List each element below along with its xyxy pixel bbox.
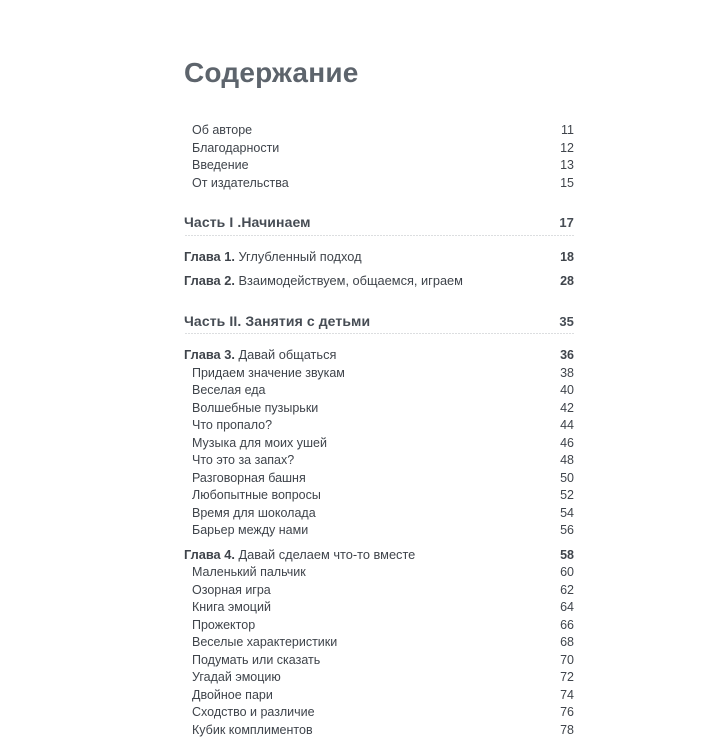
chapter-name: Давай сделаем что-то вместе — [238, 547, 415, 562]
section-label: Двойное пари — [192, 687, 273, 705]
section-label: Разговорная башня — [192, 470, 306, 488]
page-number: 52 — [552, 487, 574, 505]
toc-entry-section[interactable] — [184, 417, 574, 435]
page-number: 54 — [552, 505, 574, 523]
section-label: Сходство и различие — [192, 704, 315, 722]
toc-entry-section[interactable] — [184, 522, 574, 540]
section-label: Веселые характеристики — [192, 634, 337, 652]
chapter-label — [184, 546, 415, 564]
section-label: Что пропало? — [192, 417, 272, 435]
part-separator-rule — [184, 235, 574, 236]
toc-entry-chapter[interactable] — [184, 272, 574, 291]
chapter-number: Глава 4. — [184, 547, 235, 562]
toc-entry-section[interactable] — [184, 400, 574, 418]
section-label: Книга эмоций — [192, 599, 271, 617]
page-number: 70 — [552, 652, 574, 670]
entry-label: Об авторе — [192, 122, 252, 140]
toc-entry-part[interactable] — [184, 214, 574, 232]
section-label: Музыка для моих ушей — [192, 435, 327, 453]
entry-label: От издательства — [192, 175, 289, 193]
page-number: 66 — [552, 617, 574, 635]
toc-entry-section[interactable] — [184, 382, 574, 400]
page-number: 56 — [552, 522, 574, 540]
section-label: Что это за запах? — [192, 452, 294, 470]
page-number: 42 — [552, 400, 574, 418]
toc-entry-front-matter[interactable] — [184, 175, 574, 193]
page-number: 58 — [552, 547, 574, 565]
page-number: 40 — [552, 382, 574, 400]
toc-entry-front-matter[interactable] — [184, 122, 574, 140]
toc-entry-section[interactable] — [184, 505, 574, 523]
page-number: 12 — [552, 140, 574, 158]
toc-entry-section[interactable] — [184, 365, 574, 383]
chapter-number: Глава 1. — [184, 249, 235, 264]
toc-entry-chapter[interactable] — [184, 248, 574, 267]
page-number: 28 — [552, 273, 574, 291]
section-label: Барьер между нами — [192, 522, 308, 540]
toc-entry-section[interactable] — [184, 599, 574, 617]
toc-entry-section[interactable] — [184, 435, 574, 453]
page-number: 68 — [552, 634, 574, 652]
page-number: 62 — [552, 582, 574, 600]
page-number: 74 — [552, 687, 574, 705]
page-number: 50 — [552, 470, 574, 488]
section-label: Веселая еда — [192, 382, 266, 400]
page-number: 17 — [552, 214, 574, 232]
toc-entry-section[interactable] — [184, 634, 574, 652]
toc-entry-chapter[interactable] — [184, 346, 574, 365]
section-label: Придаем значение звукам — [192, 365, 345, 383]
section-label: Подумать или сказать — [192, 652, 320, 670]
page-number: 78 — [552, 722, 574, 739]
page-number: 15 — [552, 175, 574, 193]
toc-entry-section[interactable] — [184, 564, 574, 582]
toc-entry-section[interactable] — [184, 687, 574, 705]
toc-entry-front-matter[interactable] — [184, 157, 574, 175]
chapter-name: Давай общаться — [238, 347, 336, 362]
front-matter-list — [184, 122, 574, 192]
chapter-number: Глава 3. — [184, 347, 235, 362]
toc-entry-section[interactable] — [184, 722, 574, 739]
toc-entry-section[interactable] — [184, 652, 574, 670]
toc-entry-front-matter[interactable] — [184, 140, 574, 158]
page-number: 76 — [552, 704, 574, 722]
chapter-name: Взаимодействуем, общаемся, играем — [238, 273, 463, 288]
section-label: Маленький пальчик — [192, 564, 306, 582]
section-label: Прожектор — [192, 617, 255, 635]
page-number: 11 — [552, 122, 574, 140]
toc-entry-section[interactable] — [184, 470, 574, 488]
page-number: 48 — [552, 452, 574, 470]
toc-entry-part[interactable] — [184, 313, 574, 331]
table-of-contents — [184, 56, 574, 739]
toc-entry-chapter[interactable] — [184, 546, 574, 565]
page-number: 60 — [552, 564, 574, 582]
page-number: 38 — [552, 365, 574, 383]
section-label: Любопытные вопросы — [192, 487, 321, 505]
toc-entry-section[interactable] — [184, 582, 574, 600]
section-label: Время для шоколада — [192, 505, 316, 523]
page-number: 72 — [552, 669, 574, 687]
section-label: Озорная игра — [192, 582, 271, 600]
part-separator-rule — [184, 333, 574, 334]
section-label: Угадай эмоцию — [192, 669, 281, 687]
chapter-number: Глава 2. — [184, 273, 235, 288]
toc-entry-section[interactable] — [184, 669, 574, 687]
page-number: 46 — [552, 435, 574, 453]
toc-entry-section[interactable] — [184, 704, 574, 722]
page-number: 13 — [552, 157, 574, 175]
entry-label: Благодарности — [192, 140, 279, 158]
page-title: Содержание — [184, 56, 574, 90]
chapter-label — [184, 346, 336, 364]
section-label: Кубик комплиментов — [192, 722, 313, 739]
entry-label: Введение — [192, 157, 249, 175]
page-number: 35 — [552, 313, 574, 331]
toc-entry-section[interactable] — [184, 487, 574, 505]
toc-entry-section[interactable] — [184, 617, 574, 635]
section-label: Волшебные пузырьки — [192, 400, 318, 418]
part-label: Часть II. Занятия с детьми — [184, 313, 370, 331]
chapter-label — [184, 248, 362, 266]
parts-list — [184, 214, 574, 739]
chapter-label — [184, 272, 463, 290]
page-number: 36 — [552, 347, 574, 365]
toc-entry-section[interactable] — [184, 452, 574, 470]
page-number: 44 — [552, 417, 574, 435]
part-label: Часть I .Начинаем — [184, 214, 311, 232]
page-number: 64 — [552, 599, 574, 617]
page-number: 18 — [552, 249, 574, 267]
chapter-name: Углубленный подход — [238, 249, 361, 264]
